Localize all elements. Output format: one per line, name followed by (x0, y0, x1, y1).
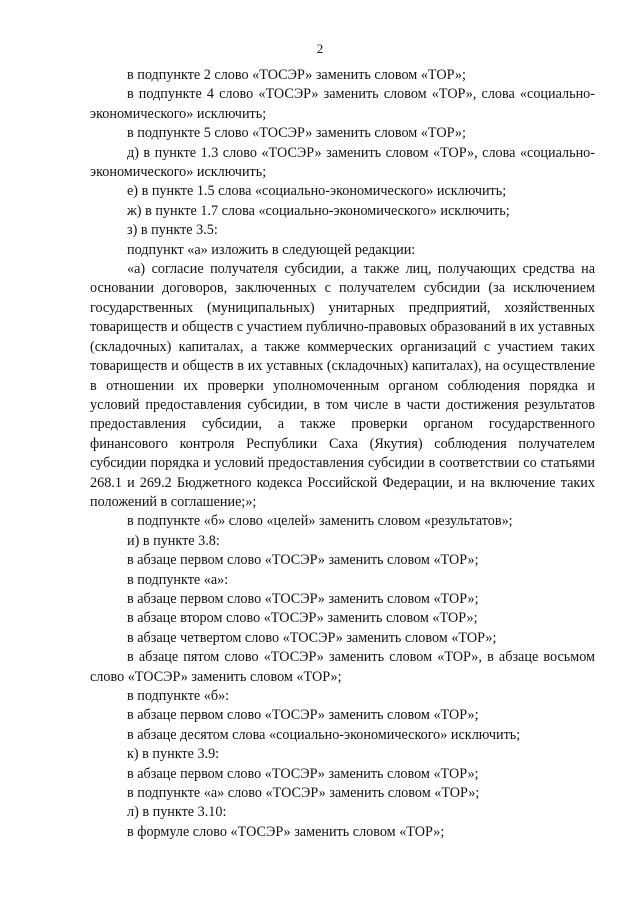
paragraph: в абзаце втором слово «ТОСЭР» заменить словом «ТОР»; (127, 610, 478, 627)
paragraph: подпункт «а» изложить в следующей редакции: (127, 241, 416, 258)
paragraph: в подпункте «б» слово «целей» заменить словом «результатов»; (127, 513, 513, 530)
paragraph: в абзаце первом слово «ТОСЭР» заменить словом «ТОР»; (127, 590, 479, 607)
paragraph: ж) в пункте 1.7 слова «социально-экономического» исключить; (127, 202, 510, 219)
paragraph: в абзаце первом слово «ТОСЭР» заменить словом «ТОР»; (127, 765, 479, 782)
paragraph: в абзаце десятом слова «социально-экономического» исключить; (127, 726, 521, 743)
paragraph: в абзаце первом слово «ТОСЭР» заменить словом «ТОР»; (127, 552, 479, 569)
paragraph: к) в пункте 3.9: (127, 746, 220, 763)
paragraph: в подпункте 5 слово «ТОСЭР» заменить словом «ТОР»; (127, 125, 466, 142)
paragraph: в подпункте «б»: (127, 688, 230, 704)
paragraph: е) в пункте 1.5 слова «социально-экономического» исключить; (127, 183, 507, 200)
paragraph: в формуле слово «ТОСЭР» заменить словом «ТОР»; (127, 823, 445, 840)
page-number: 2 (316, 41, 324, 56)
paragraph: в подпункте «а»: (127, 571, 229, 588)
paragraph: л) в пункте 3.10: (127, 804, 227, 821)
paragraph: в подпункте 4 слово «ТОСЭР» заменить словом «ТОР», слова «социально-экономического» исключить; (90, 86, 595, 122)
paragraph: д) в пункте 1.3 слово «ТОСЭР» заменить словом «ТОР», слова «социально-экономического» исключить; (90, 144, 595, 181)
paragraph: в абзаце четвертом слово «ТОСЭР» заменить словом «ТОР»; (127, 629, 497, 646)
paragraph: в подпункте «а» слово «ТОСЭР» заменить словом «ТОР»; (127, 785, 480, 802)
paragraph: и) в пункте 3.8: (127, 532, 220, 549)
paragraph: в подпункте 2 слово «ТОСЭР» заменить словом «ТОР»; (127, 67, 466, 83)
paragraph: в абзаце первом слово «ТОСЭР» заменить словом «ТОР»; (127, 707, 479, 724)
paragraph: в абзаце пятом слово «ТОСЭР» заменить словом «ТОР», в абзаце восьмом слово «ТОСЭР» заменить словом «ТОР»; (90, 649, 595, 685)
paragraph: з) в пункте 3.5: (127, 222, 218, 239)
paragraph: «а) согласие получателя субсидии, а также лиц, получающих средства на основании договоров, заключенных с получателем субсидии (за исключением государственных (муниципальных) унитарных предприятий, хозяйственных товариществ и обществ с участием публично-правовых образований в их уставных (складочных) капиталах, а также коммерческих организаций с участием таких товариществ и обществ в их уставных (складочных) капиталах), на осуществление в отношении их проверки уполномоченным органом соблюдения порядка и условий предоставления субсидии, в том числе в части достижения результатов предоставления субсидии, а также проверки органом государственного финансового контроля Республики Саха (Якутия) соблюдения получателем субсидии порядка и условий предоставления субсидии в соответствии со статьями 268.1 и 269.2 Бюджетного кодекса Российской Федерации, и на включение таких положений в соглашение;»; (90, 261, 596, 510)
document-body (90, 66, 595, 842)
